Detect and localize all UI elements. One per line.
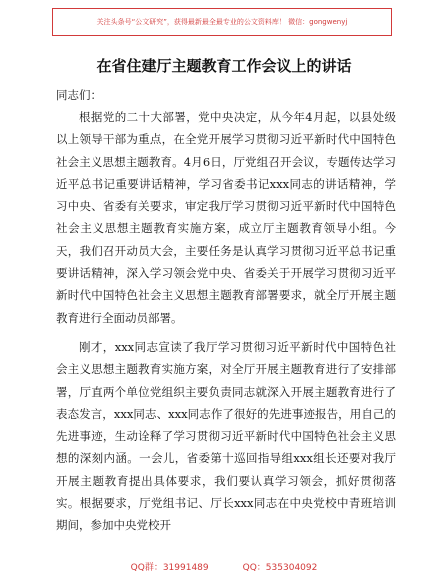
- paragraph: 刚才，xxx同志宣读了我厅学习贯彻习近平新时代中国特色社会主义思想主题教育实施方案，对全厅开展主题教育进行了安排部署，厅直两个单位党组织主要负责同志就深入开展主题教育进行了表态发言，xxx同志、xxx同志作了很好的先进事迹报告，用自己的先进事迹，生动诠释了学习贯彻习近平新时代中国特色社会主义思想的深刻内涵。一会儿，省委第十巡回指导组xxx组长还要对我厅开展主题教育提出具体要求，我们要认真学习领会，抓好贯彻落实。根据要求，厅党组书记、厅长xxx同志在中央党校中青班培训期间，参加中央党校开: [56, 339, 396, 533]
- promo-banner-text: 关注头条号“公文研究”，获得最新最全最专业的公文资料库！ 微信：gongwenyj: [96, 18, 348, 26]
- promo-banner: [52, 8, 392, 36]
- salutation: 同志们：: [56, 88, 102, 102]
- document-body: [56, 106, 396, 544]
- footer-qq: QQ：535304092: [242, 563, 318, 573]
- footer-qq-group: QQ群：31991489: [130, 563, 209, 573]
- paragraph: 根据党的二十大部署，党中央决定，从今年4月起，以县处级以上领导干部为重点，在全党开展学习贯彻习近平新时代中国特色社会主义思想主题教育。4月6日，厅党组召开会议，专题传达学习近平总书记重要讲话精神，学习省委书记xxx同志的讲话精神，学习中央、省委有关要求，审定我厅学习贯彻习近平新时代中国特色社会主义思想主题教育实施方案，成立厅主题教育领导小组。今天，我们召开动员大会，主要任务是认真学习贯彻习近平总书记重要讲话精神，深入学习领会党中央、省委关于开展学习贯彻习近平新时代中国特色社会主义思想主题教育部署要求，就全厅开展主题教育进行全面动员部署。: [56, 110, 396, 325]
- footer: [0, 560, 448, 573]
- document-title: 在省住建厅主题教育工作会议上的讲话: [96, 57, 352, 75]
